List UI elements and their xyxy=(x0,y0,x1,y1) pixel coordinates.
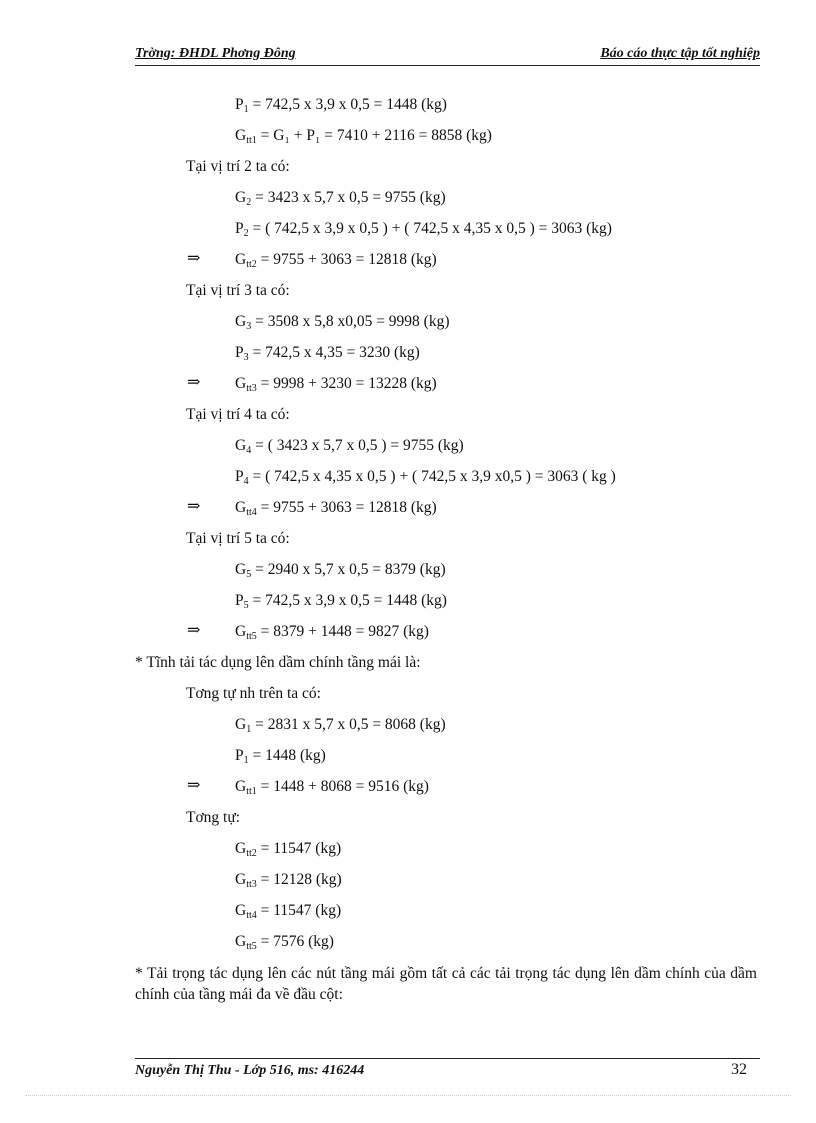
section-heading: * Tĩnh tải tác dụng lên dầm chính tầng mái là: xyxy=(135,654,421,671)
formula-line: $G_{tt1} = G_1 + P_1 = 7410 + 2116 = 8858$ (kg) xyxy=(235,127,492,146)
implies-arrow-icon: ⇒ xyxy=(187,250,201,267)
implies-arrow-icon: ⇒ xyxy=(187,622,201,639)
header-report-title: Báo cáo thực tập tốt nghiệp xyxy=(600,46,760,61)
formula-line: $P_3 = 742,5$ x 4,35 = 3230 (kg) xyxy=(235,344,420,363)
formula-line: $G_3 = 3508$ x 5,8 x0,05 = 9998 (kg) xyxy=(235,313,450,332)
page-header xyxy=(135,45,760,66)
formula-line: $P_5 = 742,5$ x 3,9 x 0,5 = 1448 (kg) xyxy=(235,592,447,611)
page-number: 32 xyxy=(731,1061,747,1078)
formula-line: $P_2$ = ( 742,5 x 3,9 x 0,5 ) + ( 742,5 x 4,35 x 0,5 ) = 3063 (kg) xyxy=(235,220,612,239)
section-heading: Tại vị trí 4 ta có: xyxy=(186,406,290,423)
formula-line: $G_{tt4} = 11547$ (kg) xyxy=(235,902,342,921)
section-heading: Tơng tự: xyxy=(186,809,241,826)
section-heading: Tại vị trí 3 ta có: xyxy=(186,282,290,299)
formula-line: $G_{tt3} = 12128$ (kg) xyxy=(235,871,342,890)
formula-line: $G_2 = 3423$ x 5,7 x 0,5 = 9755 (kg) xyxy=(235,189,446,208)
final-paragraph: * Tải trọng tác dụng lên các nút tầng mái gồm tất cả các tải trọng tác dụng lên dầm chính của dầm chính của tầng mái đa về đầu cột: xyxy=(135,965,757,1003)
formula-line: $G_{tt4} = 9755 + 3063 = 12818$ (kg) xyxy=(235,499,437,518)
formula-line: $G_{tt5} = 8379 + 1448 = 9827$ (kg) xyxy=(235,623,429,642)
formula-line: $P_1 = 1448$ (kg) xyxy=(235,747,326,766)
formula-line: $G_{tt3} = 9998 + 3230 = 13228$ (kg) xyxy=(235,375,437,394)
section-heading: Tại vị trí 2 ta có: xyxy=(186,158,290,175)
footer-author: Nguyễn Thị Thu - Lớp 516, ms: 416244 xyxy=(135,1063,365,1078)
implies-arrow-icon: ⇒ xyxy=(187,498,201,515)
header-school: Trờng: ĐHDL Phơng Đông xyxy=(135,46,296,61)
footer-divider xyxy=(135,1058,760,1059)
formula-line: $G_{tt2} = 11547$ (kg) xyxy=(235,840,342,859)
formula-line: $G_5 = 2940$ x 5,7 x 0,5 = 8379 (kg) xyxy=(235,561,446,580)
formula-line: $P_4$ = ( 742,5 x 4,35 x 0,5 ) + ( 742,5 x 3,9 x0,5 ) = 3063 ( kg ) xyxy=(235,468,616,487)
formula-line: $G_{tt1} = 1448 + 8068 = 9516$ (kg) xyxy=(235,778,429,797)
formula-line: $P_1 = 742,5$ x 3,9 x 0,5 = 1448 (kg) xyxy=(235,96,447,115)
formula-line: $G_{tt5} = 7576$ (kg) xyxy=(235,933,334,952)
formula-line: $G_1 = 2831$ x 5,7 x 0,5 = 8068 (kg) xyxy=(235,716,446,735)
implies-arrow-icon: ⇒ xyxy=(187,374,201,391)
section-heading: Tại vị trí 5 ta có: xyxy=(186,530,290,547)
formula-line: $G_{tt2} = 9755 + 3063 = 12818$ (kg) xyxy=(235,251,437,270)
page-bottom-border xyxy=(25,1095,791,1096)
implies-arrow-icon: ⇒ xyxy=(187,777,201,794)
section-heading: Tơng tự nh trên ta có: xyxy=(186,685,321,702)
formula-line: $G_4$ = ( 3423 x 5,7 x 0,5 ) = 9755 (kg) xyxy=(235,437,464,456)
